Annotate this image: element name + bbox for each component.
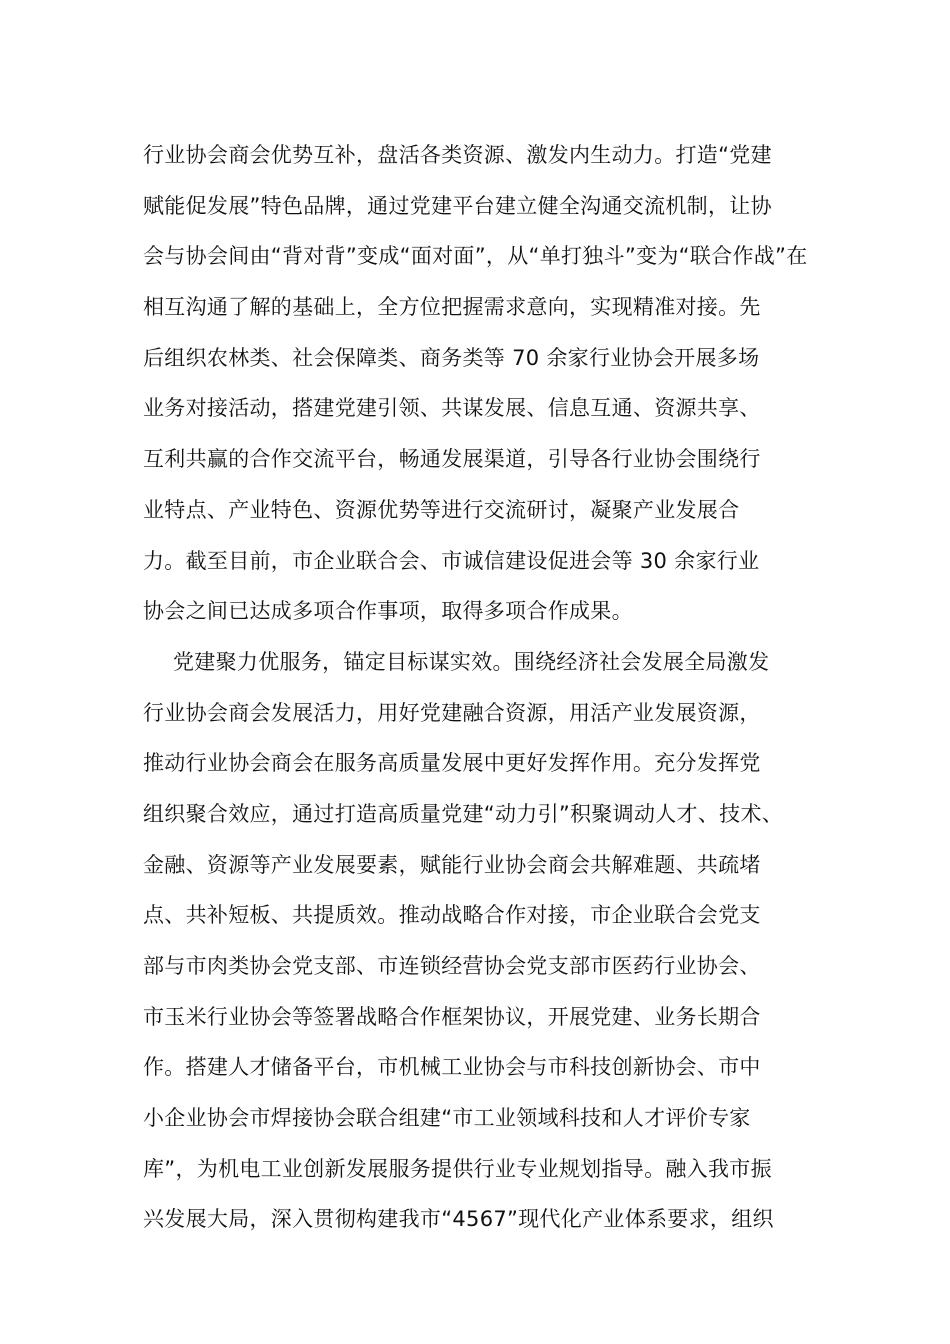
text-line: 市玉米行业协会等签署战略合作框架协议，开展党建、业务长期合 <box>143 1004 761 1029</box>
text-line: 后组织农林类、社会保障类、商务类等 70 余家行业协会开展多场 <box>143 345 760 370</box>
text-line: 推动行业协会商会在服务高质量发展中更好发挥作用。充分发挥党 <box>143 751 761 776</box>
text-line: 部与市肉类协会党支部、市连锁经营协会党支部市医药行业协会、 <box>143 954 761 978</box>
text-line: 库”，为机电工业创新发展服务提供行业专业规划指导。融入我市振 <box>143 1156 772 1181</box>
text-line: 行业协会商会优势互补，盘活各类资源、激发内生动力。打造“党建 <box>143 143 772 167</box>
body-text <box>143 130 823 1245</box>
text-line: 组织聚合效应，通过打造高质量党建“动力引”积聚调动人才、技术、 <box>143 801 784 826</box>
text-line: 协会之间已达成多项合作事项，取得多项合作成果。 <box>143 599 633 624</box>
text-line: 行业协会商会发展活力，用好党建融合资源，用活产业发展资源， <box>143 700 761 725</box>
text-line: 赋能促发展”特色品牌，通过党建平台建立健全沟通交流机制，让协 <box>143 193 772 218</box>
paragraph-start-line: 党建聚力优服务，锚定目标谋实效。围绕经济社会发展全局激发 <box>173 649 770 674</box>
text-line: 力。截至目前，市企业联合会、市诚信建设促进会等 30 余家行业 <box>143 548 760 573</box>
text-line: 互利共赢的合作交流平台，畅通发展渠道，引导各行业协会围绕行 <box>143 447 761 472</box>
text-line: 会与协会间由“背对背”变成“面对面”，从“单打独斗”变为“联合作战”在 <box>143 244 808 269</box>
text-line: 小企业协会市焊接协会联合组建“市工业领域科技和人才评价专家 <box>143 1106 751 1131</box>
text-line: 作。搭建人才储备平台，市机械工业协会与市科技创新协会、市中 <box>143 1055 761 1080</box>
text-line: 金融、资源等产业发展要素，赋能行业协会商会共解难题、共疏堵 <box>143 852 761 877</box>
text-line: 业务对接活动，搭建党建引领、共谋发展、信息互通、资源共享、 <box>143 396 761 421</box>
text-line: 相互沟通了解的基础上，全方位把握需求意向，实现精准对接。先 <box>143 295 761 320</box>
text-line: 兴发展大局，深入贯彻构建我市“4567”现代化产业体系要求，组织 <box>143 1207 774 1232</box>
text-line: 业特点、产业特色、资源优势等进行交流研讨，凝聚产业发展合 <box>143 497 740 522</box>
text-line: 点、共补短板、共提质效。推动战略合作对接，市企业联合会党支 <box>143 903 761 928</box>
